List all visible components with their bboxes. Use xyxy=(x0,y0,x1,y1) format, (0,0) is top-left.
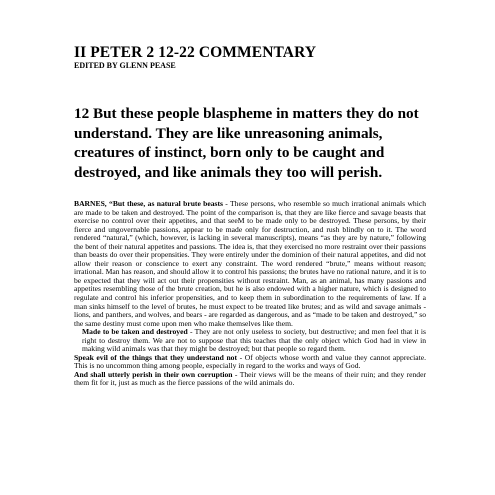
commentary-paragraph xyxy=(74,371,426,388)
commentary-body xyxy=(74,200,426,388)
commentary-text: - These persons, who resemble so much irrational animals which are made to be taken and destroyed. The point of the comparison is, that they are like fierce and savage beasts that exercise no control over their appetites, and that seeM to be made only to be destroyed. These persons, by their fierce and ungovernable passions, appear to be made only for destruction, and rush blindly on to it. The word rendered “natural,” (which, however, is lacking in several manuscripts), means “as they are by nature,” following the bent of their natural appetites and passions. The idea is, that they exercised no more restraint over their passions than beasts do over their propensities. They were entirely under the dominion of their natural appetites, and did not allow their reason or conscience to exert any constraint. The word rendered “brute,” means without reason; irrational. Man has reason, and should allow it to control his passions; the brutes have no rational nature, and it is to be expected that they will act out their propensities without restraint. Man, as an animal, has many passions and appetites resembling those of the brute creation, but he is also endowed with a higher nature, which is designed to regulate and control his inferior propensities, and to keep them in subordination to the requirements of law. If a man sinks himself to the level of brutes, he must expect to be treated like brutes; and as wild and savage animals - lions, and panthers, and wolves, and bears - are regarded as dangerous, and as “made to be taken and destroyed,” so the same destiny must come upon men who make themselves like them. xyxy=(74,199,426,328)
verse-text: 12 But these people blaspheme in matters they do not understand. They are like unreasoning animals, creatures of instinct, born only to be caught and destroyed, and like animals they too will perish. xyxy=(74,105,419,181)
commentary-paragraph xyxy=(74,200,426,328)
commentary-text: - They are not only useless to society, but destructive; and men feel that it is right to destroy them. We are not to suppose that this teaches that the only object which God had in view in making wild animals was that they might be destroyed; but that people so regard them. xyxy=(82,327,426,354)
document-title: II PETER 2 12-22 COMMENTARY xyxy=(74,44,317,61)
commentary-lead: Speak evil of the things that they understand not xyxy=(74,352,237,362)
commentary-lead: And shall utterly perish in their own corruption xyxy=(74,369,233,379)
commentary-lead: Made to be taken and destroyed xyxy=(82,327,188,337)
commentary-lead: BARNES, “But these, as natural brute beasts xyxy=(74,199,223,208)
commentary-text: - Their views will be the means of their ruin; and they render them fit for it, just as much as the fierce passions of the wild animals do. xyxy=(74,369,426,388)
commentary-text: - Of objects whose worth and value they cannot appreciate. This is no uncommon thing among people, especially in regard to the works and ways of God. xyxy=(74,352,426,371)
commentary-paragraph xyxy=(74,354,426,371)
document-editor: EDITED BY GLENN PEASE xyxy=(74,61,176,70)
commentary-paragraph xyxy=(74,328,426,354)
